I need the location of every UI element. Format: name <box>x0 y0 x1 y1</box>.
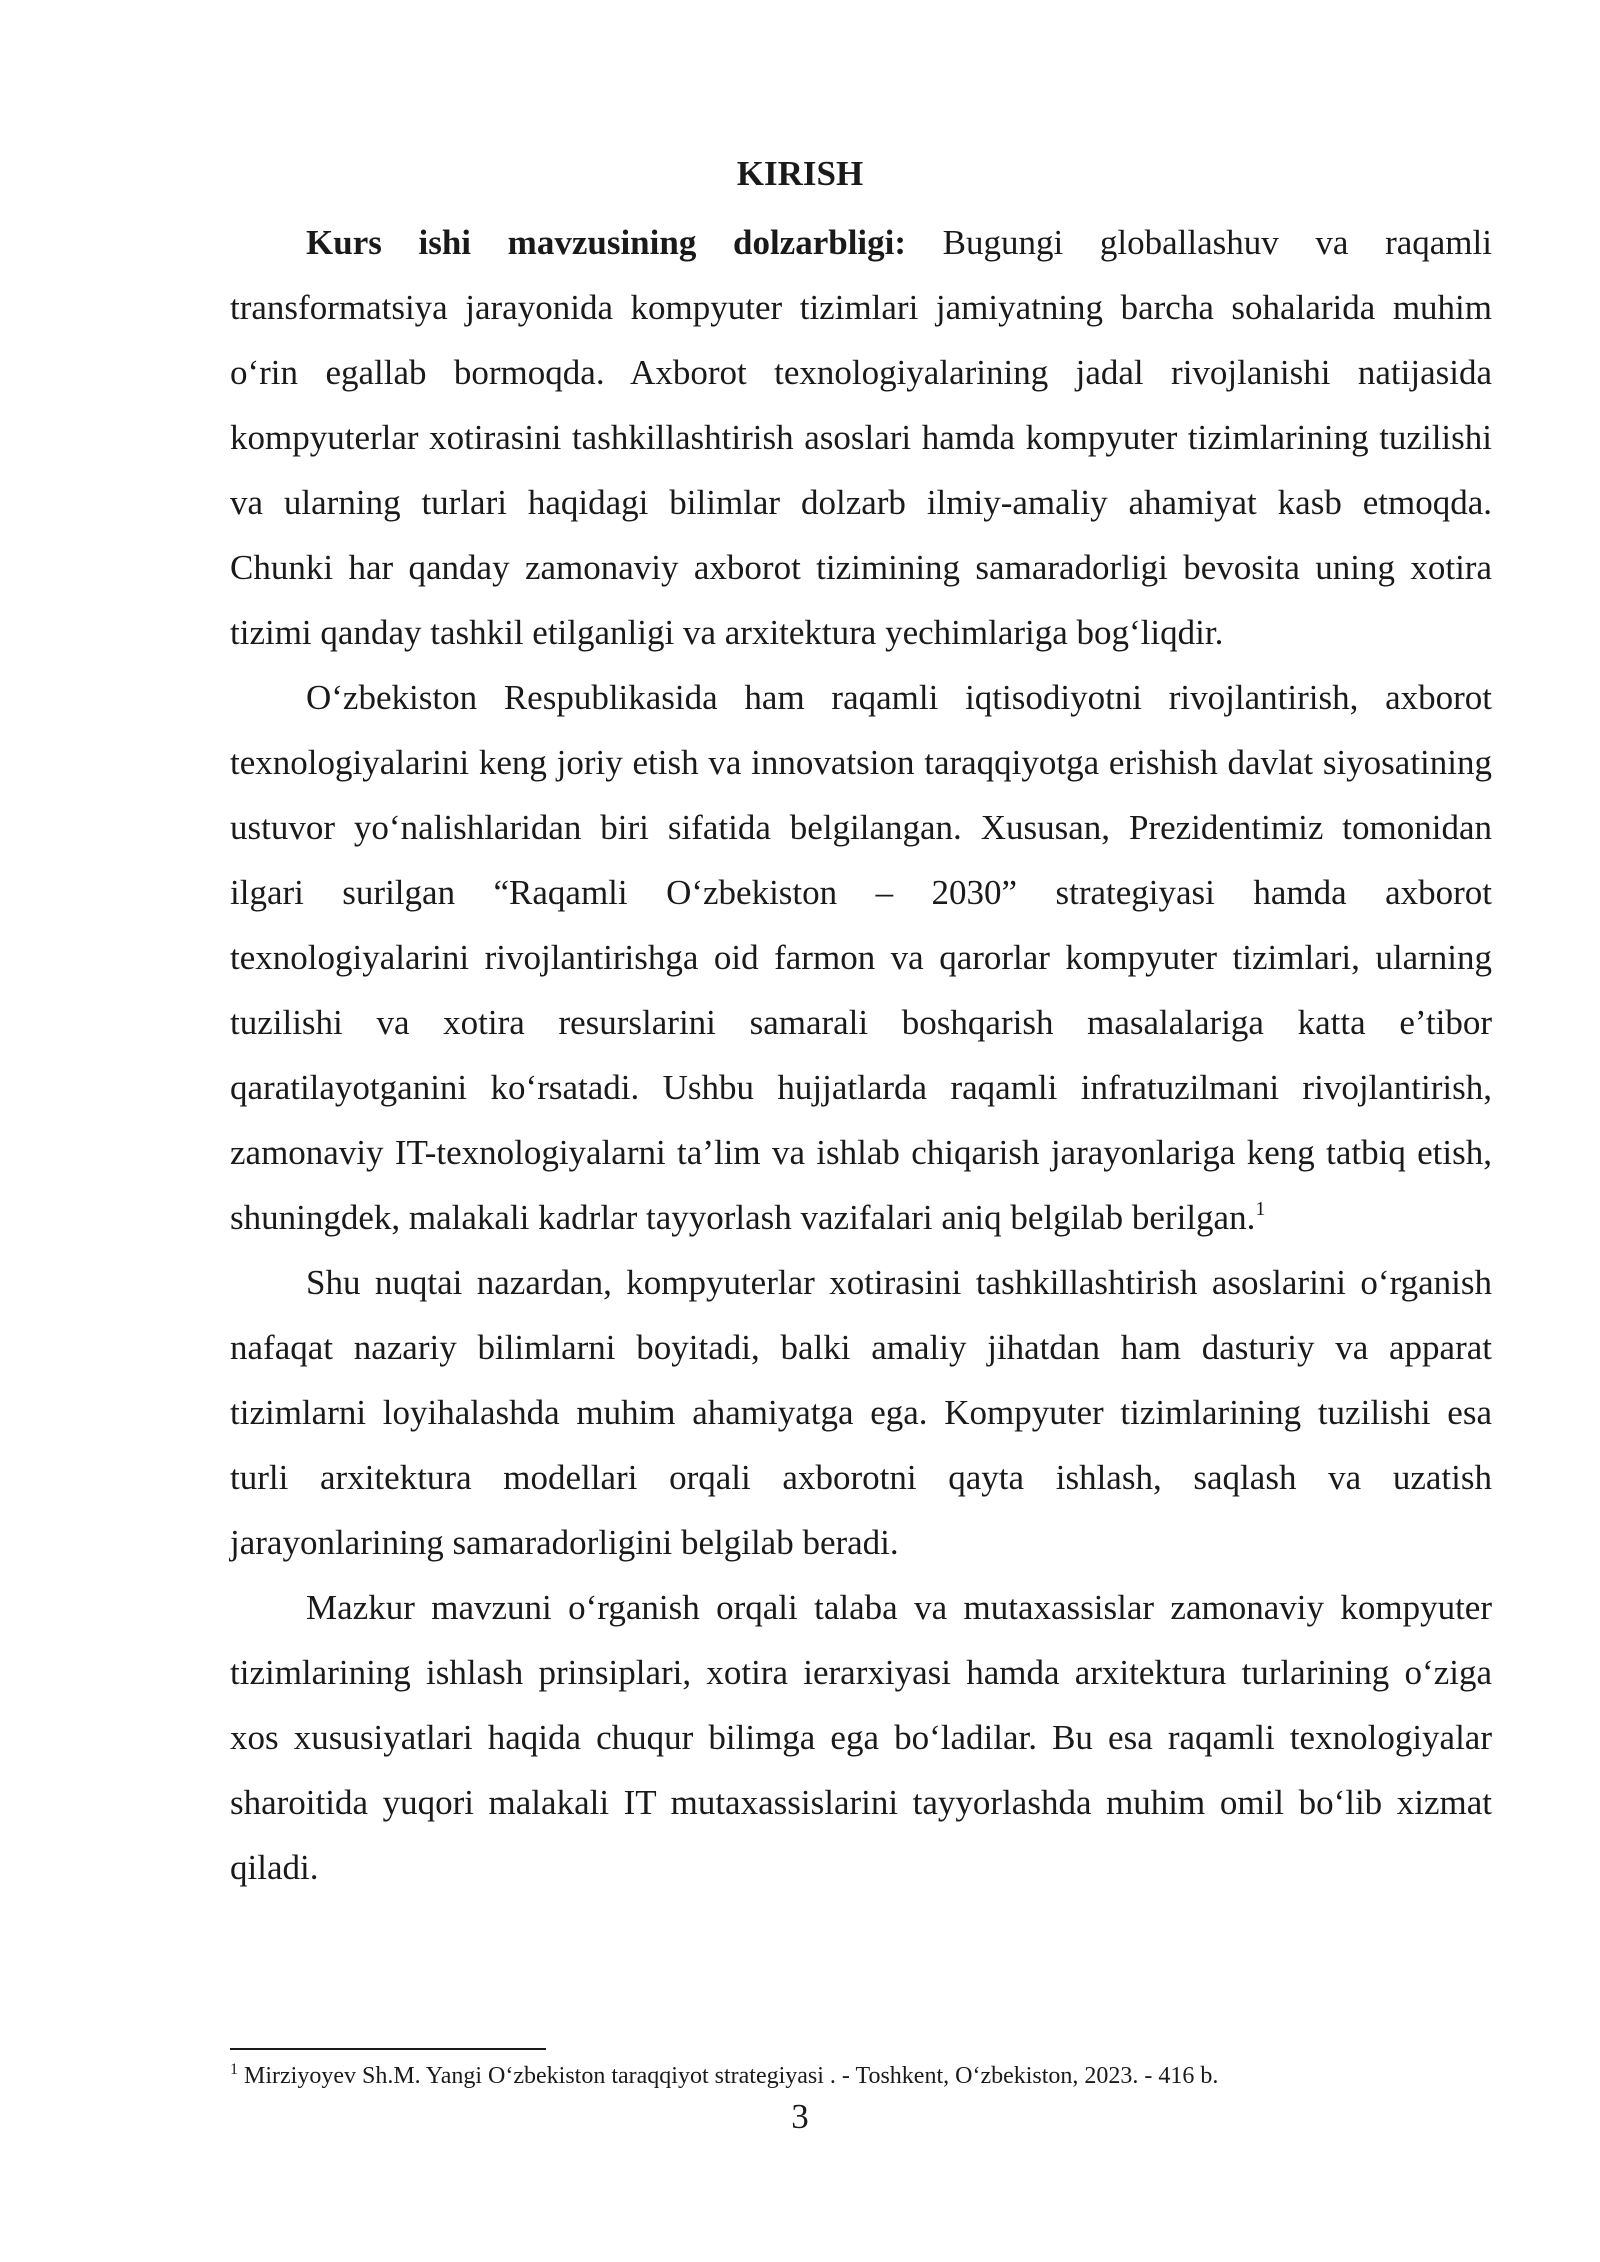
page-title: KIRISH <box>736 154 864 193</box>
body-text <box>230 210 1492 1900</box>
footnote-separator <box>230 2048 546 2050</box>
footnote-marker: 1 <box>230 2061 238 2078</box>
footnote <box>230 2058 1492 2094</box>
footnote-text: Mirziyoyev Sh.M. Yangi O‘zbekiston taraqqiyot strategiyasi . - Toshkent, O‘zbekiston, 2023. - 416 b. <box>238 2063 1219 2089</box>
page-number: 3 <box>791 2097 809 2136</box>
paragraph-text: Mazkur mavzuni o‘rganish orqali talaba va mutaxassislar zamonaviy kompyuter tizimlarining ishlash prinsiplari, xotira ierarxiyasi hamda arxitektura turlarining o‘ziga xos xususiyatlari haqida chuqur bilimga ega bo‘ladilar. Bu esa raqamli texnologiyalar sharoitida yuqori malakali IT mutaxassislarini tayyorlashda muhim omil bo‘lib xizmat qiladi. <box>230 1588 1492 1887</box>
paragraph-conclusion <box>230 1575 1492 1900</box>
paragraph-text: Shu nuqtai nazardan, kompyuterlar xotirasini tashkillashtirish asoslarini o‘rganish nafaqat nazariy bilimlarni boyitadi, balki amaliy jihatdan ham dasturiy va apparat tizimlarni loyihalashda muhim ahamiyatga ega. Kompyuter tizimlarining tuzilishi esa turli arxitektura modellari orqali axborotni qayta ishlash, saqlash va uzatish jarayonlarining samaradorligini belgilab beradi. <box>230 1263 1492 1562</box>
footnote-reference[interactable]: 1 <box>1255 1198 1266 1220</box>
paragraph-viewpoint <box>230 1250 1492 1575</box>
paragraph-lead: Kurs ishi mavzusining dolzarbligi: <box>306 223 907 262</box>
paragraph-uzbekistan-policy <box>230 665 1492 1250</box>
paragraph-text: Bugungi globallashuv va raqamli transformatsiya jarayonida kompyuter tizimlari jamiyatning barcha sohalarida muhim o‘rin egallab bormoqda. Axborot texnologiyalarining jadal rivojlanishi natijasida kompyuterlar xotirasini tashkillashtirish asoslari hamda kompyuter tizimlarining tuzilishi va ularning turlari haqidagi bilimlar dolzarb ilmiy-amaliy ahamiyat kasb etmoqda. Chunki har qanday zamonaviy axborot tizimining samaradorligi bevosita uning xotira tizimi qanday tashkil etilganligi va arxitektura yechimlariga bog‘liqdir. <box>230 223 1492 652</box>
paragraph-text: O‘zbekiston Respublikasida ham raqamli iqtisodiyotni rivojlantirish, axborot texnologiyalarini keng joriy etish va innovatsion taraqqiyotga erishish davlat siyosatining ustuvor yo‘nalishlaridan biri sifatida belgilangan. Xususan, Prezidentimiz tomonidan ilgari surilgan “Raqamli O‘zbekiston – 2030” strategiyasi hamda axborot texnologiyalarini rivojlantirishga oid farmon va qarorlar kompyuter tizimlari, ularning tuzilishi va xotira resurslarini samarali boshqarish masalalariga katta e’tibor qaratilayotganini ko‘rsatadi. Ushbu hujjatlarda raqamli infratuzilmani rivojlantirish, zamonaviy IT-texnologiyalarni ta’lim va ishlab chiqarish jarayonlariga keng tatbiq etish, shuningdek, malakali kadrlar tayyorlash vazifalari aniq belgilab berilgan. <box>230 678 1492 1237</box>
paragraph-relevance <box>230 210 1492 665</box>
